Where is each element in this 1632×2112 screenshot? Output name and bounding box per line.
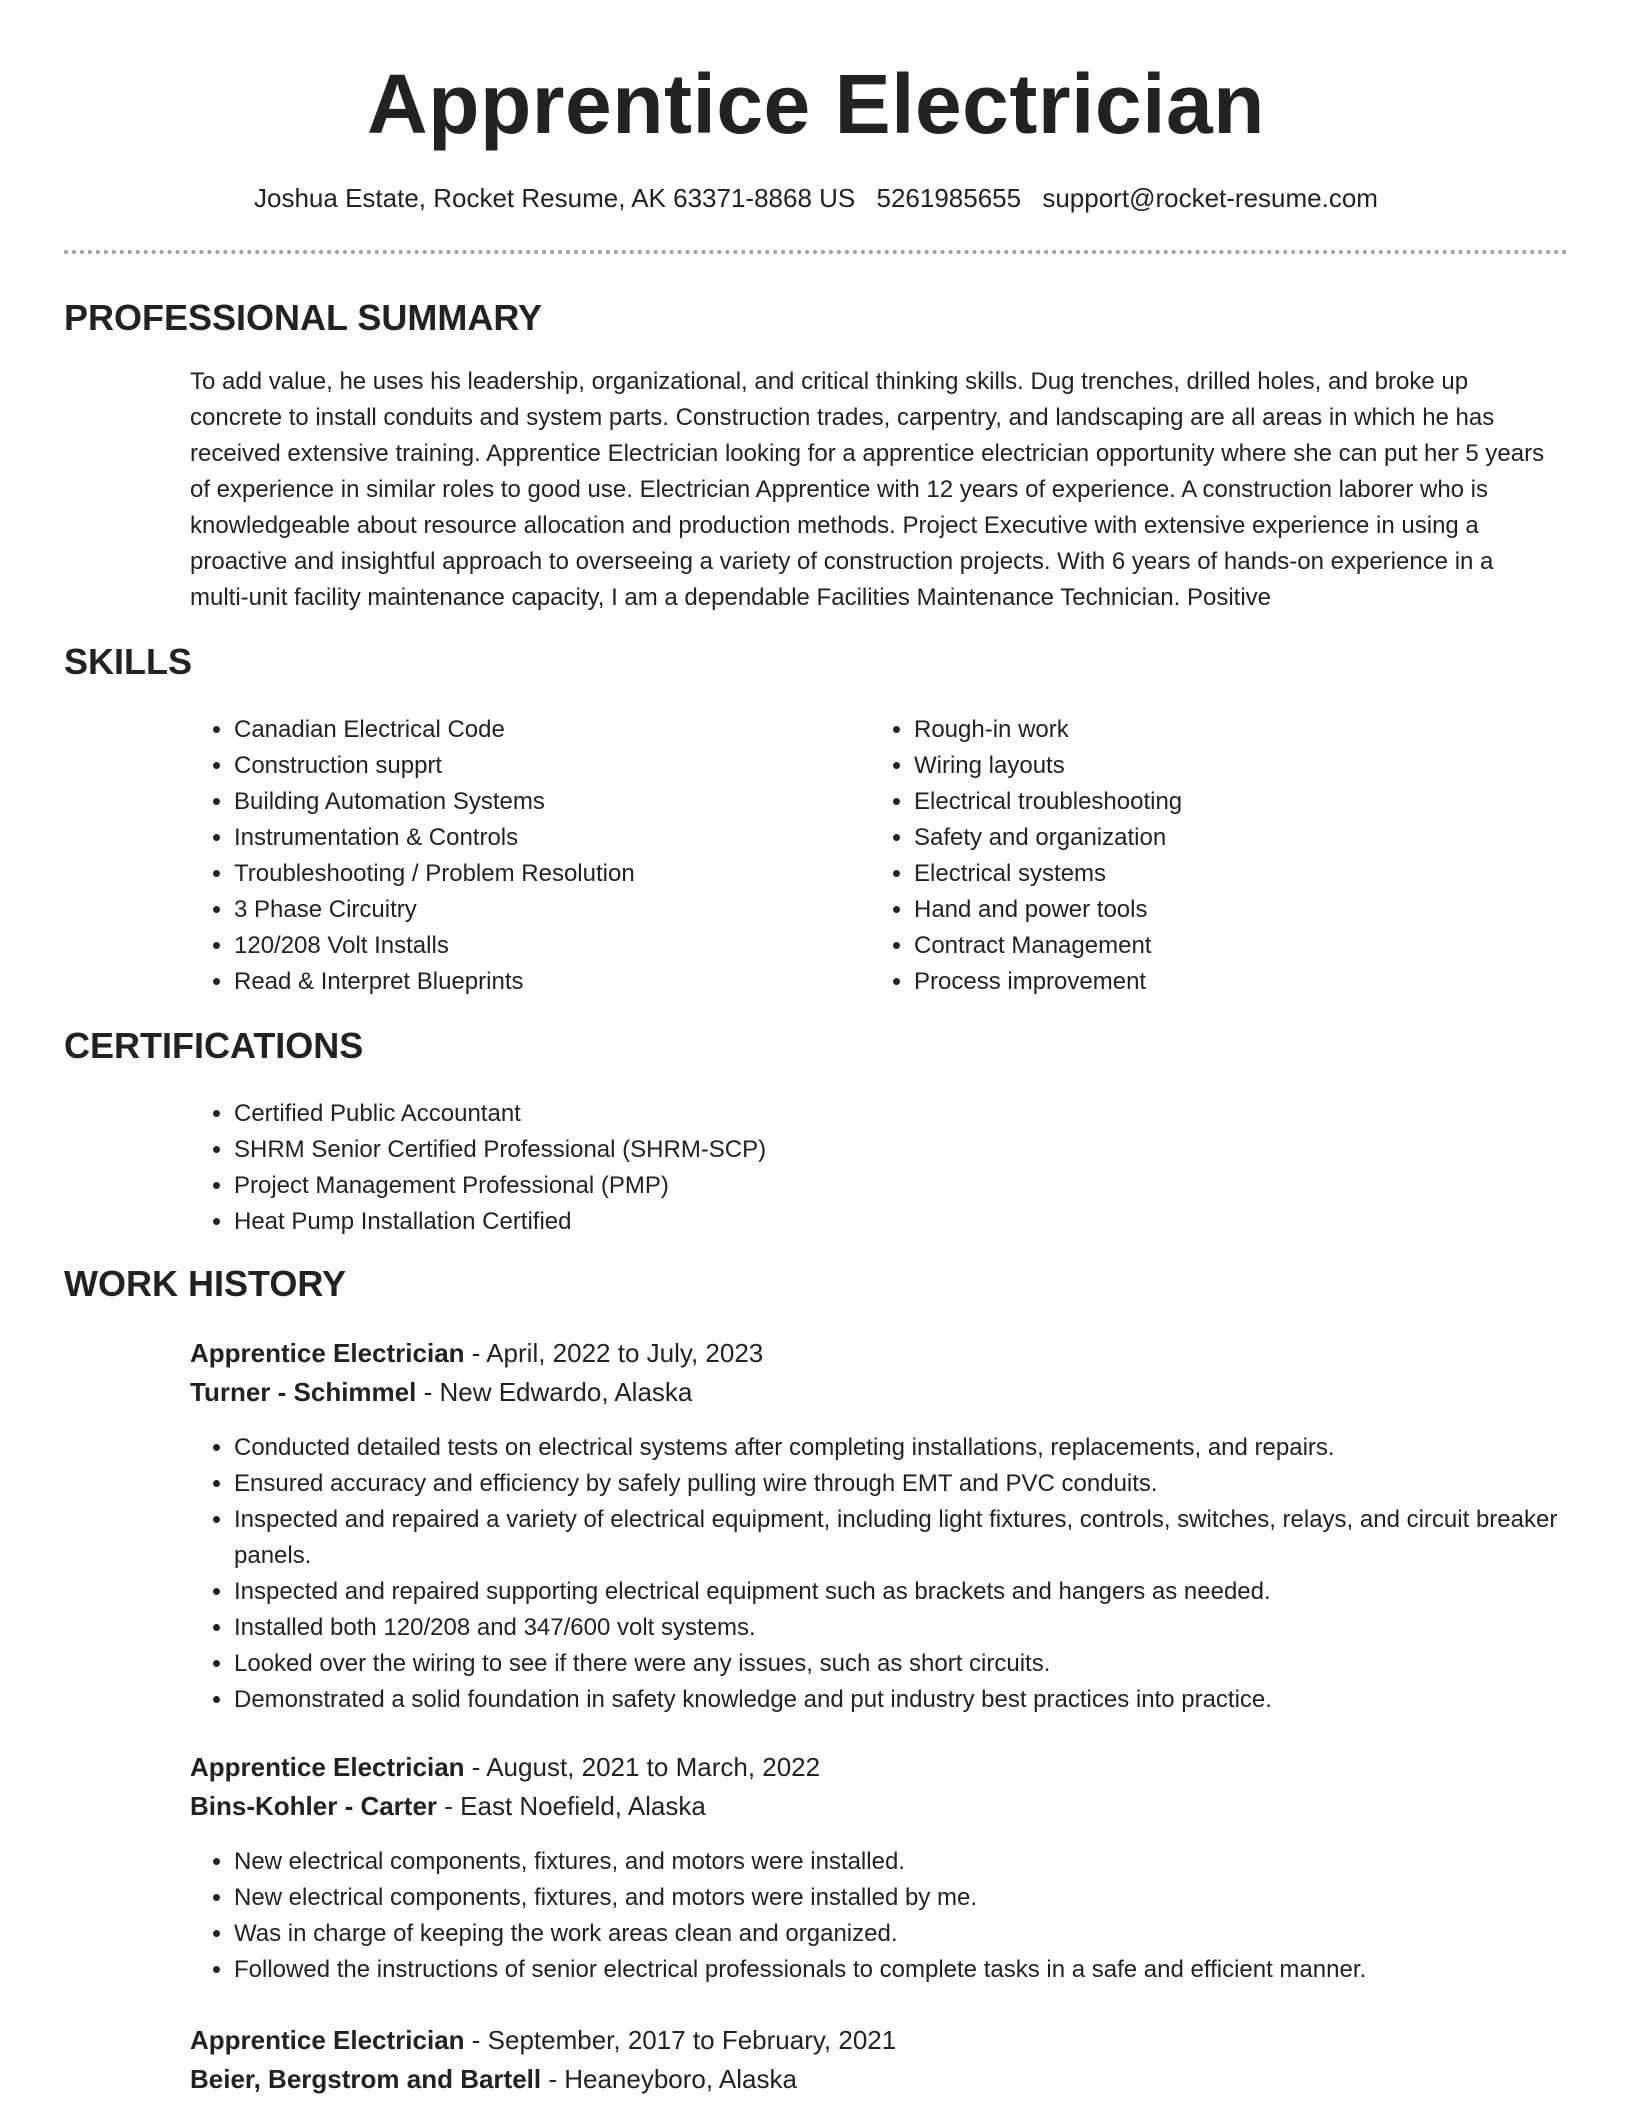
skill-item: • Building Automation Systems	[234, 784, 854, 820]
job-dates: - April, 2022 to July, 2023	[464, 1338, 764, 1368]
job-role: Apprentice Electrician	[190, 2025, 465, 2055]
job-bullet: • Demonstrated a solid foundation in safety knowledge and put industry best practices into practice.	[234, 1682, 1598, 1718]
job-dates: - September, 2017 to February, 2021	[464, 2025, 897, 2055]
contact-address: Joshua Estate, Rocket Resume, AK 63371-8868 US	[254, 183, 856, 213]
job-title-line	[190, 1334, 763, 1372]
summary-text: To add value, he uses his leadership, organizational, and critical thinking skills. Dug trenches, drilled holes, and broke up concrete to install conduits and system parts. Construction trades, carpentry, and landscaping are all areas in which he has received extensive training. Apprentice Electrician looking for a apprentice electrician opportunity where she can put her 5 years of experience in similar roles to good use. Electrician Apprentice with 12 years of experience. A construction laborer who is knowledgeable about resource allocation and production methods. Project Executive with extensive experience in using a proactive and insightful approach to overseeing a variety of construction projects. With 6 years of hands-on experience in a multi-unit facility maintenance capacity, I am a dependable Facilities Maintenance Technician. Positive	[190, 368, 1545, 611]
job-bullet: • New electrical components, fixtures, and motors were installed by me.	[234, 1880, 1598, 1916]
contact-phone: 5261985655	[876, 183, 1022, 213]
certifications-list	[190, 1096, 1534, 1240]
skill-item: • Electrical systems	[914, 856, 1534, 892]
certification-item: • Project Management Professional (PMP)	[234, 1168, 1534, 1204]
skill-item: • Rough-in work	[914, 712, 1534, 748]
certification-item: • Heat Pump Installation Certified	[234, 1204, 1534, 1240]
job-title-line	[190, 2021, 896, 2059]
resume-name-title: Apprentice Electrician	[367, 57, 1265, 151]
skill-item: • 120/208 Volt Installs	[234, 928, 854, 964]
job-title-line	[190, 1748, 820, 1786]
job-location: - New Edwardo, Alaska	[416, 1377, 693, 1407]
job-bullet: • Followed the instructions of senior electrical professionals to complete tasks in a safe and efficient manner.	[234, 1952, 1598, 1988]
job-role: Apprentice Electrician	[190, 1338, 465, 1368]
job-company: Bins-Kohler - Carter	[190, 1791, 438, 1821]
contact-email: support@rocket-resume.com	[1042, 183, 1378, 213]
job-bullet: • New electrical components, fixtures, and motors were installed.	[234, 1844, 1598, 1880]
skill-item: • 3 Phase Circuitry	[234, 892, 854, 928]
certification-item: • SHRM Senior Certified Professional (SHRM-SCP)	[234, 1132, 1534, 1168]
job-location: - East Noefield, Alaska	[437, 1791, 706, 1821]
skill-item: • Process improvement	[914, 964, 1534, 1000]
job-bullets	[190, 1844, 1598, 1988]
job-bullet: • Conducted detailed tests on electrical systems after completing installations, replacements, and repairs.	[234, 1430, 1598, 1466]
section-title-skills: SKILLS	[64, 641, 193, 682]
job-bullet: • Installed both 120/208 and 347/600 volt systems.	[234, 1610, 1598, 1646]
job-company-line	[190, 1787, 706, 1825]
job-bullet: • Was in charge of keeping the work areas clean and organized.	[234, 1916, 1598, 1952]
section-title-summary: PROFESSIONAL SUMMARY	[64, 297, 543, 338]
job-company-line	[190, 2060, 797, 2098]
skill-item: • Read & Interpret Blueprints	[234, 964, 854, 1000]
job-bullet: • Looked over the wiring to see if there were any issues, such as short circuits.	[234, 1646, 1598, 1682]
skills-list-right	[870, 712, 1534, 1000]
skill-item: • Electrical troubleshooting	[914, 784, 1534, 820]
job-bullet: • Ensured accuracy and efficiency by safely pulling wire through EMT and PVC conduits.	[234, 1466, 1598, 1502]
certification-item: • Certified Public Accountant	[234, 1096, 1534, 1132]
skill-item: • Wiring layouts	[914, 748, 1534, 784]
skill-item: • Instrumentation & Controls	[234, 820, 854, 856]
header-divider	[64, 250, 1568, 254]
contact-line	[0, 180, 1632, 216]
job-company-line	[190, 1373, 692, 1411]
skills-list-left	[190, 712, 854, 1000]
skill-item: • Contract Management	[914, 928, 1534, 964]
job-bullet: • Inspected and repaired a variety of electrical equipment, including light fixtures, controls, switches, relays, and circuit breaker panels.	[234, 1502, 1598, 1574]
job-bullet: • Inspected and repaired supporting electrical equipment such as brackets and hangers as needed.	[234, 1574, 1598, 1610]
skill-item: • Construction supprt	[234, 748, 854, 784]
skill-item: • Canadian Electrical Code	[234, 712, 854, 748]
skill-item: • Hand and power tools	[914, 892, 1534, 928]
section-title-certifications: CERTIFICATIONS	[64, 1025, 364, 1066]
skill-item: • Troubleshooting / Problem Resolution	[234, 856, 854, 892]
skill-item: • Safety and organization	[914, 820, 1534, 856]
section-title-work-history: WORK HISTORY	[64, 1263, 347, 1304]
job-dates: - August, 2021 to March, 2022	[464, 1752, 821, 1782]
job-location: - Heaneyboro, Alaska	[541, 2064, 797, 2094]
job-company: Beier, Bergstrom and Bartell	[190, 2064, 542, 2094]
job-bullets	[190, 1430, 1598, 1718]
job-role: Apprentice Electrician	[190, 1752, 465, 1782]
job-company: Turner - Schimmel	[190, 1377, 417, 1407]
